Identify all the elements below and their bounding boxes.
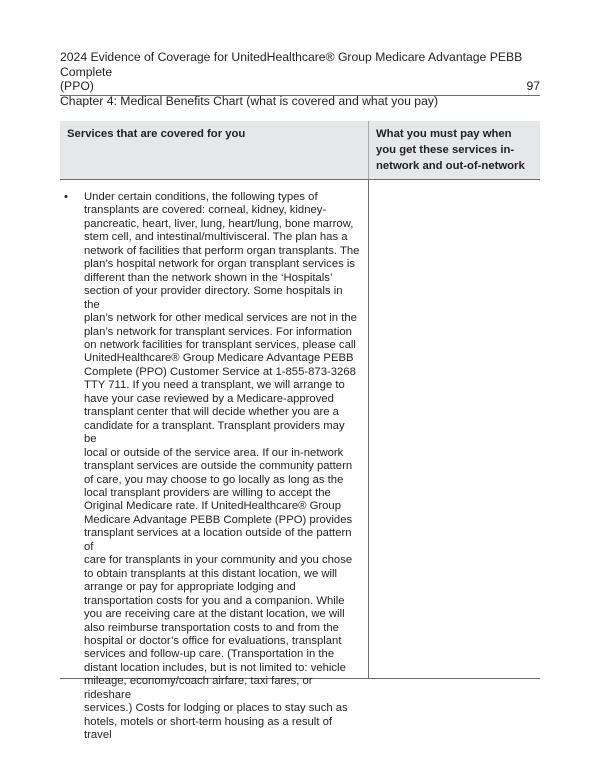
chapter-title: Chapter 4: Medical Benefits Chart (what is covered and what you pay) (60, 93, 439, 108)
page-number: 97 (526, 79, 540, 93)
column-header-cost: What you must pay when you get these services in-network and out-of-network (369, 121, 541, 180)
bullet-marker: • (64, 191, 68, 203)
cost-cell (369, 180, 541, 679)
header-divider (60, 95, 540, 96)
table-row (60, 180, 540, 679)
document-title-continued: (PPO) (60, 79, 94, 93)
services-cell (60, 180, 369, 742)
list-item (60, 180, 368, 742)
document-title: 2024 Evidence of Coverage for UnitedHealthcare® Group Medicare Advantage PEBB Complete (60, 50, 523, 79)
benefits-table (60, 121, 540, 742)
transplant-services-text: Under certain conditions, the following types of transplants are covered: corneal, kidney, kidney- pancreatic, heart, liver, lung, heart/lung, bone marrow, stem cell, and intestinal/multivisceral. The plan has a network of facilities that perform organ transplants. The plan’s hospital network for organ transplant services is different than the network shown in the ‘Hospitals’ section of your provider directory. Some hospitals in the plan’s network for other medical services are not in the plan’s network for transplant services. For information on network facilities for transplant services, please call UnitedHealthcare® Group Medicare Advantage PEBB Complete (PPO) Customer Service at 1-855-873-3268 TTY 711. If you need a transplant, we will arrange to have your case reviewed by a Medicare-approved transplant center that will decide whether you are a candidate for a transplant. Transplant providers may be local or outside of the service area. If our in-network transplant services are outside the community pattern of care, you may choose to go locally as long as the local transplant providers are willing to accept the Original Medicare rate. If UnitedHealthcare® Group Medicare Advantage PEBB Complete (PPO) provides transplant services at a location outside of the pattern of care for transplants in your community and you chose to obtain transplants at this distant location, we will arrange or pay for appropriate lodging and transportation costs for you and a companion. While you are receiving care at the distant location, we will also reimburse transportation costs to and from the hospital or doctor’s office for evaluations, transplant services and follow-up care. (Transportation in the distant location includes, but is not limited to: vehicle mileage, economy/coach airfare, taxi fares, or rideshare services.) Costs for lodging or places to stay such as hotels, motels or short-term housing as a result of travel (84, 191, 360, 742)
column-header-services: Services that are covered for you (60, 121, 369, 180)
table-header-row (60, 121, 540, 180)
page-header (60, 50, 540, 108)
